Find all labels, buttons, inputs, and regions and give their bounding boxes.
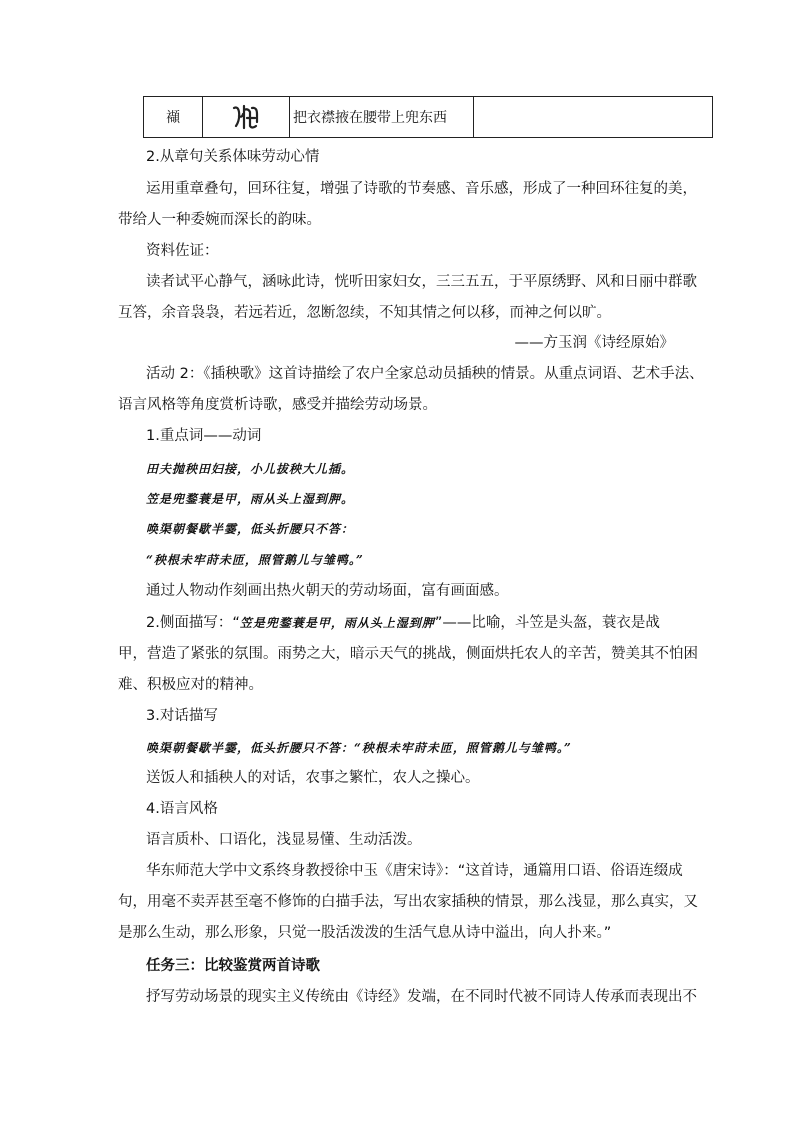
paragraph-line: 互答，余音袅袅，若远若近，忽断忽续，不知其情之何以移，而神之何以旷。 [118,305,611,321]
paragraph-line: 语言风格等角度赏析诗歌，感受并描绘劳动场景。 [118,397,437,413]
glossary-table [143,96,713,138]
citation: ——方玉润《诗经原始》 [514,335,674,351]
paragraph-line: 运用重章叠句，回环往复，增强了诗歌的节奏感、音乐感，形成了一种回环往复的美， [146,181,697,197]
poem-line: 笠是兜鍪蓑是甲，雨从头上湿到胛。 [146,492,355,506]
paragraph-line: 送饭人和插秧人的对话，农事之繁忙，农人之操心。 [146,770,480,786]
paragraph-line: 难、积极应对的精神。 [118,677,263,693]
paragraph-line: 甲，营造了紧张的氛围。雨势之大，暗示天气的挑战，侧面烘托农人的辛苦，赞美其不怕困 [118,646,698,662]
section-heading: 4.语言风格 [146,801,218,817]
paragraph-line: 读者试平心静气，涵咏此诗，恍听田家妇女，三三五五，于平原绣野、风和日丽中群歌 [146,274,697,290]
poem-line: “秧根未牢莳未匝，照管鹅儿与雏鸭。” [146,553,364,567]
poem-line: 唤渠朝餐歇半霎，低头折腰只不答：“秧根未牢莳未匝，照管鹅儿与雏鸭。” [146,741,572,755]
definition-cell: 把衣襟掖在腰带上兜东西 [290,97,474,138]
label-text: 资料佐证： [146,243,219,259]
paragraph-line: 语言质朴、口语化，浅显易懂、生动活泼。 [146,832,422,848]
section-heading: 1.重点词——动词 [146,428,262,444]
paragraph-line: 带给人一种委婉而深长的韵味。 [118,212,321,228]
char-cell: 襭 [144,97,203,138]
section-heading: 2.从章句关系体味劳动心情 [146,149,320,165]
poem-line: 唤渠朝餐歇半霎，低头折腰只不答： [146,522,355,536]
text-run: 2.侧面描写：“ [146,615,240,631]
paragraph-line: 抒写劳动场景的现实主义传统由《诗经》发端，在不同时代被不同诗人传承而表现出不 [146,989,697,1005]
paragraph-line: 通过人物动作刻画出热火朝天的劳动场面，富有画面感。 [146,583,509,599]
poem-line: 田夫抛秧田妇接，小儿拔秧大儿插。 [146,462,355,476]
poem-quote: 笠是兜鍪蓑是甲，雨从头上湿到胛 [239,616,435,630]
section-heading: 3.对话描写 [146,708,218,724]
text-run: ”——比喻，斗笠是头盔，蓑衣是战 [434,615,660,631]
paragraph-line: 是那么生动，那么形象，只觉一股活泼泼的生活气息从诗中溢出，向人扑来。” [118,925,612,941]
paragraph-line [146,613,660,633]
paragraph-line: 句，用毫不卖弄甚至毫不修饰的白描手法，写出农家插秧的情景，那么浅显，那么真实，又 [118,894,698,910]
table-row [144,97,713,138]
seal-script-glyph-icon [230,102,262,132]
task-heading: 任务三：比较鉴赏两首诗歌 [146,958,320,974]
paragraph-line: 活动 2：《插秧歌》这首诗描绘了农户全家总动员插秧的情景。从重点词语、艺术手法、 [146,366,704,382]
empty-cell [474,97,713,138]
paragraph-line: 华东师范大学中文系终身教授徐中玉《唐宋诗》：“这首诗，通篇用口语、俗语连缀成 [146,863,683,879]
seal-script-cell [203,97,290,138]
